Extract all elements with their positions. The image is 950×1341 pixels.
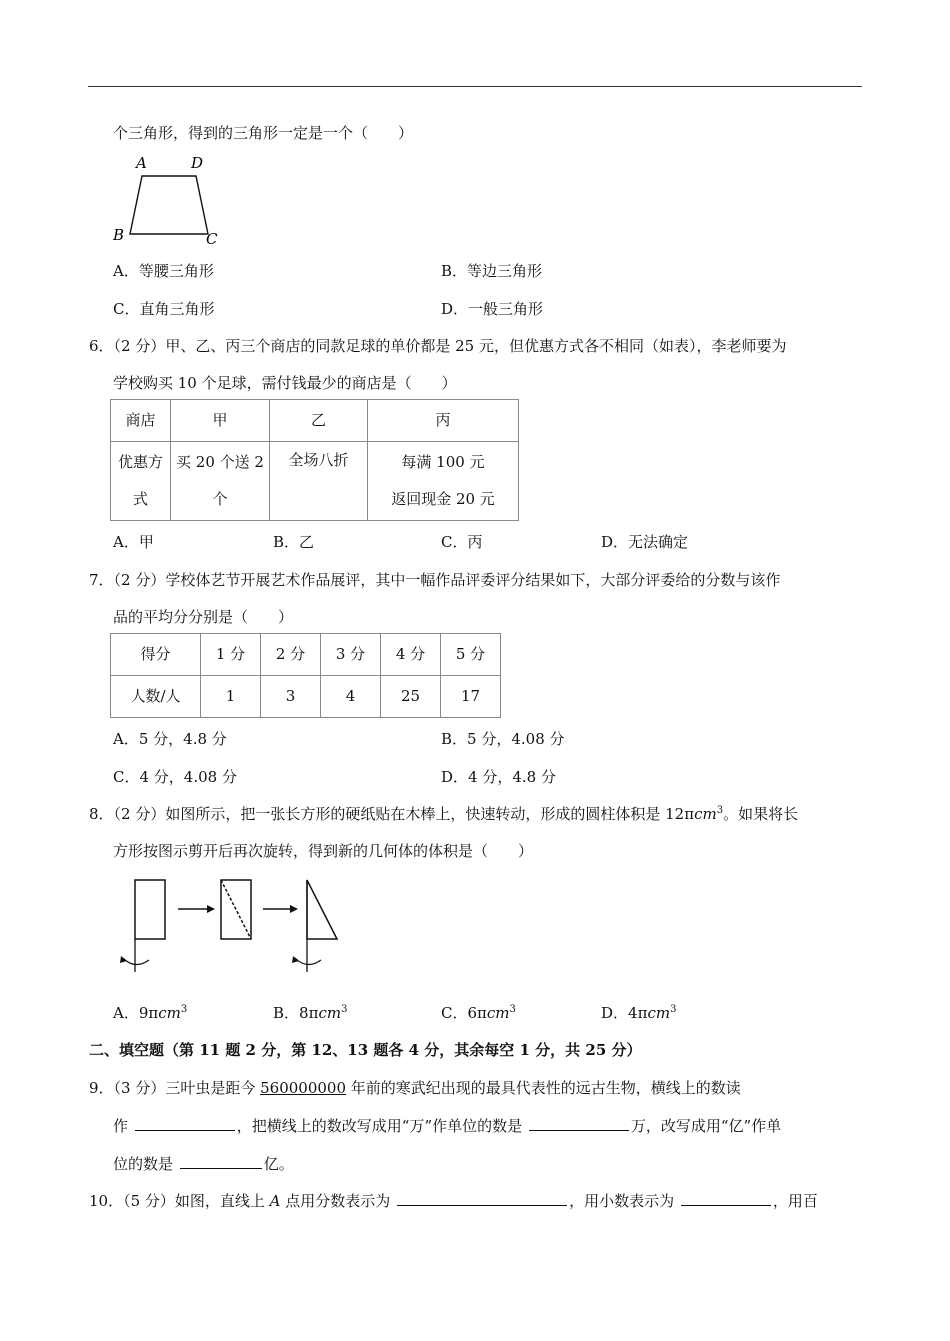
q7-header: 5 分	[441, 634, 501, 676]
q6-option-a[interactable]: A．甲	[113, 533, 154, 551]
trapezoid-shape	[130, 176, 208, 234]
trapezoid-figure	[105, 150, 235, 250]
q7-cell: 人数/人	[111, 676, 201, 718]
q7-header: 得分	[111, 634, 201, 676]
section-2-heading: 二、填空题（第 11 题 2 分，第 12、13 题各 4 分，其余每空 1 分，共 25 分）	[89, 1041, 642, 1059]
q7-header: 3 分	[321, 634, 381, 676]
q7-cell: 25	[381, 676, 441, 718]
q9-blank-wan[interactable]	[529, 1114, 629, 1131]
q7-header: 2 分	[261, 634, 321, 676]
q7-option-a[interactable]: A．5 分，4.8 分	[113, 730, 227, 748]
q7-header: 4 分	[381, 634, 441, 676]
header-rule	[88, 86, 862, 87]
label-d: D	[191, 154, 204, 172]
q5-option-b[interactable]: B．等边三角形	[441, 262, 543, 280]
q10-blank-decimal[interactable]	[681, 1189, 771, 1206]
q8-line2: 方形按图示剪开后再次旋转，得到新的几何体的体积是（ ）	[113, 842, 534, 860]
label-c: C	[206, 230, 218, 248]
q9-blank-yi[interactable]	[180, 1152, 262, 1169]
q9-line1: 9．（3 分）三叶虫是距今 560000000 年前的寒武纪出现的最具代表性的远古生物，横线上的数读	[89, 1079, 741, 1097]
q6-table	[110, 399, 519, 521]
q6-line1: 6．（2 分）甲、乙、丙三个商店的同款足球的单价都是 25 元，但优惠方式各不相同（如表），李老师要为	[89, 337, 787, 355]
q8-option-b[interactable]: B．8πcm$^3$	[273, 1004, 348, 1022]
q8-option-c[interactable]: C．6πcm$^3$	[441, 1004, 516, 1022]
label-b: B	[113, 226, 125, 244]
q6-header-bing: 丙	[368, 400, 519, 442]
q5-option-d[interactable]: D．一般三角形	[441, 300, 544, 318]
rotation-figure	[105, 872, 350, 984]
q6-option-d[interactable]: D．无法确定	[601, 533, 689, 551]
q9-line3: 位的数是 亿。	[113, 1152, 294, 1174]
q6-row-label: 优惠方 式	[111, 442, 171, 521]
q10-blank-fraction[interactable]	[397, 1189, 567, 1206]
q6-line2: 学校购买 10 个足球，需付钱最少的商店是（ ）	[113, 374, 457, 392]
q6-header-shop: 商店	[111, 400, 171, 442]
q5-option-c[interactable]: C．直角三角形	[113, 300, 215, 318]
q5-option-a[interactable]: A．等腰三角形	[113, 262, 214, 280]
q7-table	[110, 633, 501, 718]
q8-option-d[interactable]: D．4πcm$^3$	[601, 1004, 677, 1022]
q6-cell-yi: 全场八折	[270, 442, 368, 521]
q7-cell: 17	[441, 676, 501, 718]
q10-line1: 10．（5 分）如图，直线上 A 点用分数表示为 ，用小数表示为 ，用百	[89, 1189, 818, 1211]
q6-header-jia: 甲	[171, 400, 270, 442]
q7-line2: 品的平均分分别是（ ）	[113, 608, 294, 626]
q8-option-a[interactable]: A．9πcm$^3$	[113, 1004, 188, 1022]
q6-option-c[interactable]: C．丙	[441, 533, 483, 551]
q7-cell: 4	[321, 676, 381, 718]
q7-option-d[interactable]: D．4 分，4.8 分	[441, 768, 556, 786]
q5-text: 个三角形，得到的三角形一定是一个（ ）	[113, 124, 414, 142]
q7-cell: 3	[261, 676, 321, 718]
q9-blank-reading[interactable]	[135, 1114, 235, 1131]
q6-header-yi: 乙	[270, 400, 368, 442]
q8-line1: 8．（2 分）如图所示，把一张长方形的硬纸贴在木棒上，快速转动，形成的圆柱体积是 12πcm$^3$。如果将长	[89, 805, 799, 823]
q7-cell: 1	[201, 676, 261, 718]
q6-cell-bing: 每满 100 元 返回现金 20 元	[368, 442, 519, 521]
q9-line2: 作 ，把横线上的数改写成用“万”作单位的数是 万，改写成用“亿”作单	[113, 1114, 781, 1136]
q7-option-c[interactable]: C．4 分，4.08 分	[113, 768, 237, 786]
q6-option-b[interactable]: B．乙	[273, 533, 315, 551]
q7-line1: 7．（2 分）学校体艺节开展艺术作品展评，其中一幅作品评委评分结果如下，大部分评委给的分数与该作	[89, 571, 781, 589]
q7-option-b[interactable]: B．5 分，4.08 分	[441, 730, 565, 748]
label-a: A	[136, 154, 147, 172]
q6-cell-jia: 买 20 个送 2 个	[171, 442, 270, 521]
q7-header: 1 分	[201, 634, 261, 676]
